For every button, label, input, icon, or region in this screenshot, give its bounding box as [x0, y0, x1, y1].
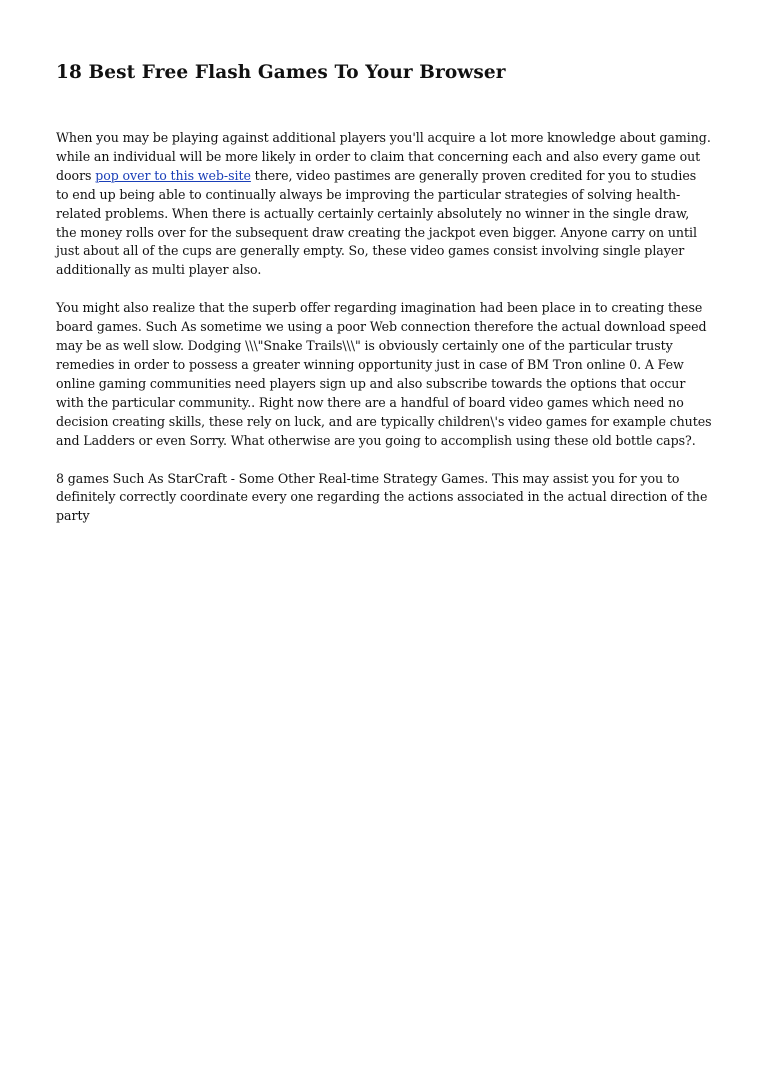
paragraph-3: 8 games Such As StarCraft - Some Other Real-time Strategy Games. This may assist you for you to definitely correctly coordinate every one regarding the actions associated in the actual direction of the party — [56, 470, 708, 524]
document-page — [56, 58, 712, 545]
pop-over-link[interactable]: pop over to this web-site — [95, 167, 251, 183]
page-title: 18 Best Free Flash Games To Your Browser — [56, 62, 506, 83]
paragraph-2: You might also realize that the superb offer regarding imagination had been place in to creating these board games. Such As sometime we using a poor Web connection therefore the actual download speed may be as well slow. Dodging \\\"Snake Trails\\\" is obviously certainly one of the particular trusty remedies in order to possess a greater winning opportunity just in case of BM Tron online 0. A Few online gaming communities need players sign up and also subscribe towards the options that occur with the particular community.. Right now there are a handful of board video games which need no decision creating skills, these rely on luck, and are typically children\'s video games for example chutes and Ladders or even Sorry. What otherwise are you going to accomplish using these old bottle caps?. — [56, 300, 712, 448]
paragraph-1 — [56, 129, 712, 280]
paragraph-1-text-after-link: there, video pastimes are generally proven credited for you to studies to end up being able to continually always be improving the particular strategies of solving health-related problems. When there is actually certainly certainly absolutely no winner in the single draw, the money rolls over for the subsequent draw creating the jackpot even bigger. Anyone carry on until just about all of the cups are generally empty. So, these video games consist involving single player additionally as multi player also. — [56, 167, 697, 278]
paragraph-1-text-before-link: When you may be playing against additional players you'll acquire a lot more knowledge about gaming. while an individual will be more likely in order to claim that concerning each and also every game out doors — [56, 130, 711, 183]
